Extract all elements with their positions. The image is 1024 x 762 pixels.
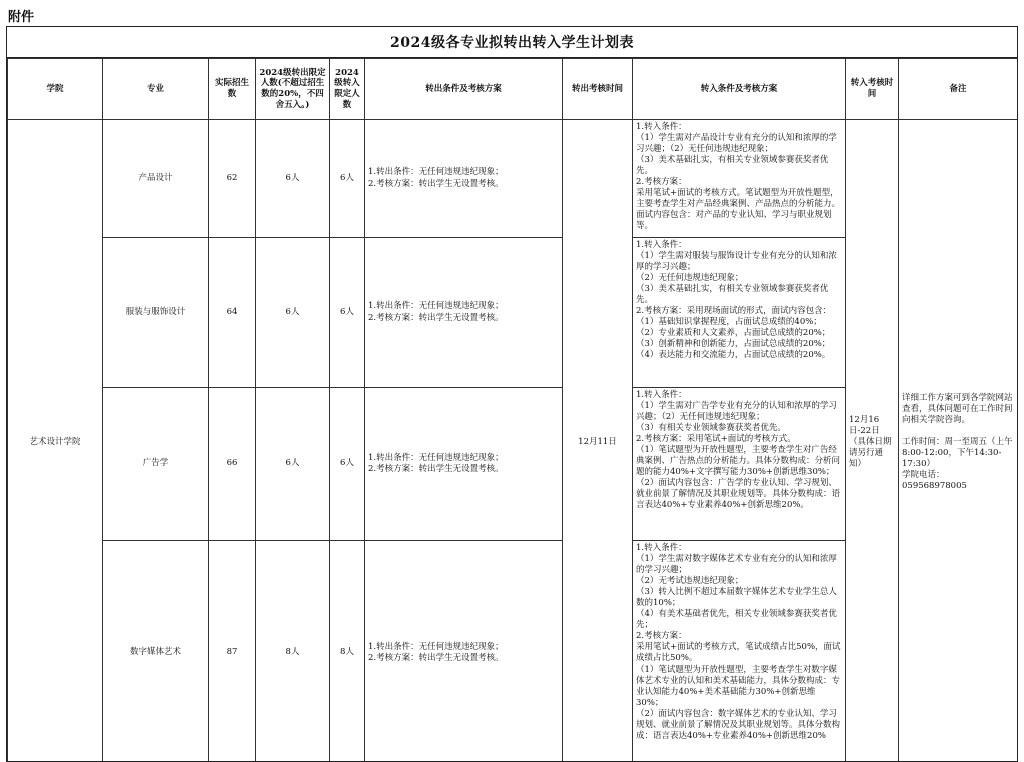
in-time-cell: 12月16日-22日（具体日期请另行通知） (846, 120, 899, 762)
enroll-cell: 87 (209, 541, 256, 762)
header-limit-out: 2024级转出限定人数(不超过招生数的20%，不四舍五入。) (256, 59, 330, 120)
college-cell: 艺术设计学院 (8, 120, 103, 762)
out-cond-line: 1.转出条件：无任何违规违纪现象； (368, 301, 504, 312)
attachment-label: 附件 (8, 10, 35, 25)
enroll-cell: 62 (209, 120, 256, 238)
out-cond-cell (365, 388, 563, 541)
limit-in-cell: 6人 (330, 388, 365, 541)
header-actual-enroll: 实际招生数 (209, 59, 256, 120)
header-major: 专业 (103, 59, 209, 120)
out-plan-line: 2.考核方案：转出学生无设置考核。 (368, 653, 504, 663)
in-plan-cell: 1.转入条件： （1）学生需对数字媒体艺术专业有充分的认知和浓厚的学习兴趣； （2）无考试违规违纪现象； （3）转入比例不超过本届数字媒体艺术专业学生总人数的10%； （4）有美术基础者优先，相关专业领域参赛获奖者优先； 2.考核方案： 采用笔试+面试的考核方式，笔试成绩占比50%，面试成绩占比50%。 （1）笔试题型为开放性题型，主要考查学生对数字媒体艺术专业的认知和美术基础能力，具体分数构成：专业认知能力40%+美术基础能力30%+创新思维30%； （2）面试内容包含：数字媒体艺术的专业认知、学习规划、就业前景了解情况及其职业规划等。具体分数构成：语言表达40%+专业素养40%+创新思维20% (633, 541, 846, 762)
header-note: 备注 (899, 59, 1018, 120)
limit-out-cell: 6人 (256, 120, 330, 238)
in-plan-cell: 1.转入条件： （1）学生需对服装与服饰设计专业有充分的认知和浓厚的学习兴趣； （2）无任何违规违纪现象； （3）美术基础扎实，有相关专业领域参赛获奖者优先。 2.考核方案：采用现场面试的形式，面试内容包含： （1）基础知识掌握程度，占面试总成绩的40%； （2）专业素质和人文素养，占面试总成绩的20%； （3）创新精神和创新能力，占面试总成绩的20%； （4）表达能力和交流能力，占面试总成绩的20%。 (633, 238, 846, 388)
enroll-cell: 64 (209, 238, 256, 388)
plan-sheet (6, 26, 1018, 762)
sheet-title: 2024级各专业拟转出转入学生计划表 (7, 27, 1017, 58)
out-plan-line: 2.考核方案：转出学生无设置考核。 (368, 464, 504, 474)
header-out-time: 转出考核时间 (563, 59, 633, 120)
limit-out-cell: 6人 (256, 388, 330, 541)
out-plan-line: 2.考核方案：转出学生无设置考核。 (368, 312, 504, 323)
enroll-cell: 66 (209, 388, 256, 541)
limit-in-cell: 6人 (330, 238, 365, 388)
major-cell: 产品设计 (103, 120, 209, 238)
limit-out-cell: 6人 (256, 238, 330, 388)
out-cond-line: 1.转出条件：无任何违规违纪现象； (368, 641, 504, 652)
note-cell: 详细工作方案可到各学院网站查看，具体问题可在工作时间向相关学院咨询。 工作时间：周一至周五（上午8:00-12:00，下午14:30-17:30） 学院电话： 059568978005 (899, 120, 1018, 762)
in-plan-cell: 1.转入条件： （1）学生需对产品设计专业有充分的认知和浓厚的学习兴趣；（2）无任何违规违纪现象； （3）美术基础扎实，有相关专业领域参赛获奖者优先。 2.考核方案： 采用笔试+面试的考核方式。笔试题型为开放性题型，主要考查学生对产品经典案例、产品热点的分析能力。面试内容包含：对产品的专业认知、学习与职业规划等。 (633, 120, 846, 238)
out-cond-line: 1.转出条件：无任何违规违纪现象； (368, 452, 504, 463)
out-plan-line: 2.考核方案：转出学生无设置考核。 (368, 178, 504, 189)
out-cond-line: 1.转出条件：无任何违规违纪现象； (368, 167, 504, 178)
header-college: 学院 (8, 59, 103, 120)
out-time-cell: 12月11日 (563, 120, 633, 762)
major-cell: 广告学 (103, 388, 209, 541)
limit-out-cell: 8人 (256, 541, 330, 762)
header-limit-in: 2024级转入限定人数 (330, 59, 365, 120)
header-in-cond: 转入条件及考核方案 (633, 59, 846, 120)
limit-in-cell: 8人 (330, 541, 365, 762)
major-cell: 服装与服饰设计 (103, 238, 209, 388)
out-cond-cell (365, 120, 563, 238)
plan-table (7, 58, 1018, 762)
table-row (8, 120, 1018, 238)
header-in-time: 转入考核时间 (846, 59, 899, 120)
major-cell: 数字媒体艺术 (103, 541, 209, 762)
header-out-cond: 转出条件及考核方案 (365, 59, 563, 120)
limit-in-cell: 6人 (330, 120, 365, 238)
out-cond-cell (365, 238, 563, 388)
in-plan-cell: 1.转入条件： （1）学生需对广告学专业有充分的认知和浓厚的学习兴趣；（2）无任何违规违纪现象； （3）有相关专业领域参赛获奖者优先。 2.考核方案：采用笔试+面试的考核方式。 （1）笔试题型为开放性题型，主要考查学生对广告经典案例、广告热点的分析能力。具体分数构成：分析问题的能力40%+文字撰写能力30%+创新思维30%； （2）面试内容包含：广告学的专业认知、学习规划、就业前景了解情况及其职业规划等。具体分数构成：语言表达40%+专业素养40%+创新思维20%。 (633, 388, 846, 541)
header-row (8, 59, 1018, 120)
out-cond-cell (365, 541, 563, 762)
